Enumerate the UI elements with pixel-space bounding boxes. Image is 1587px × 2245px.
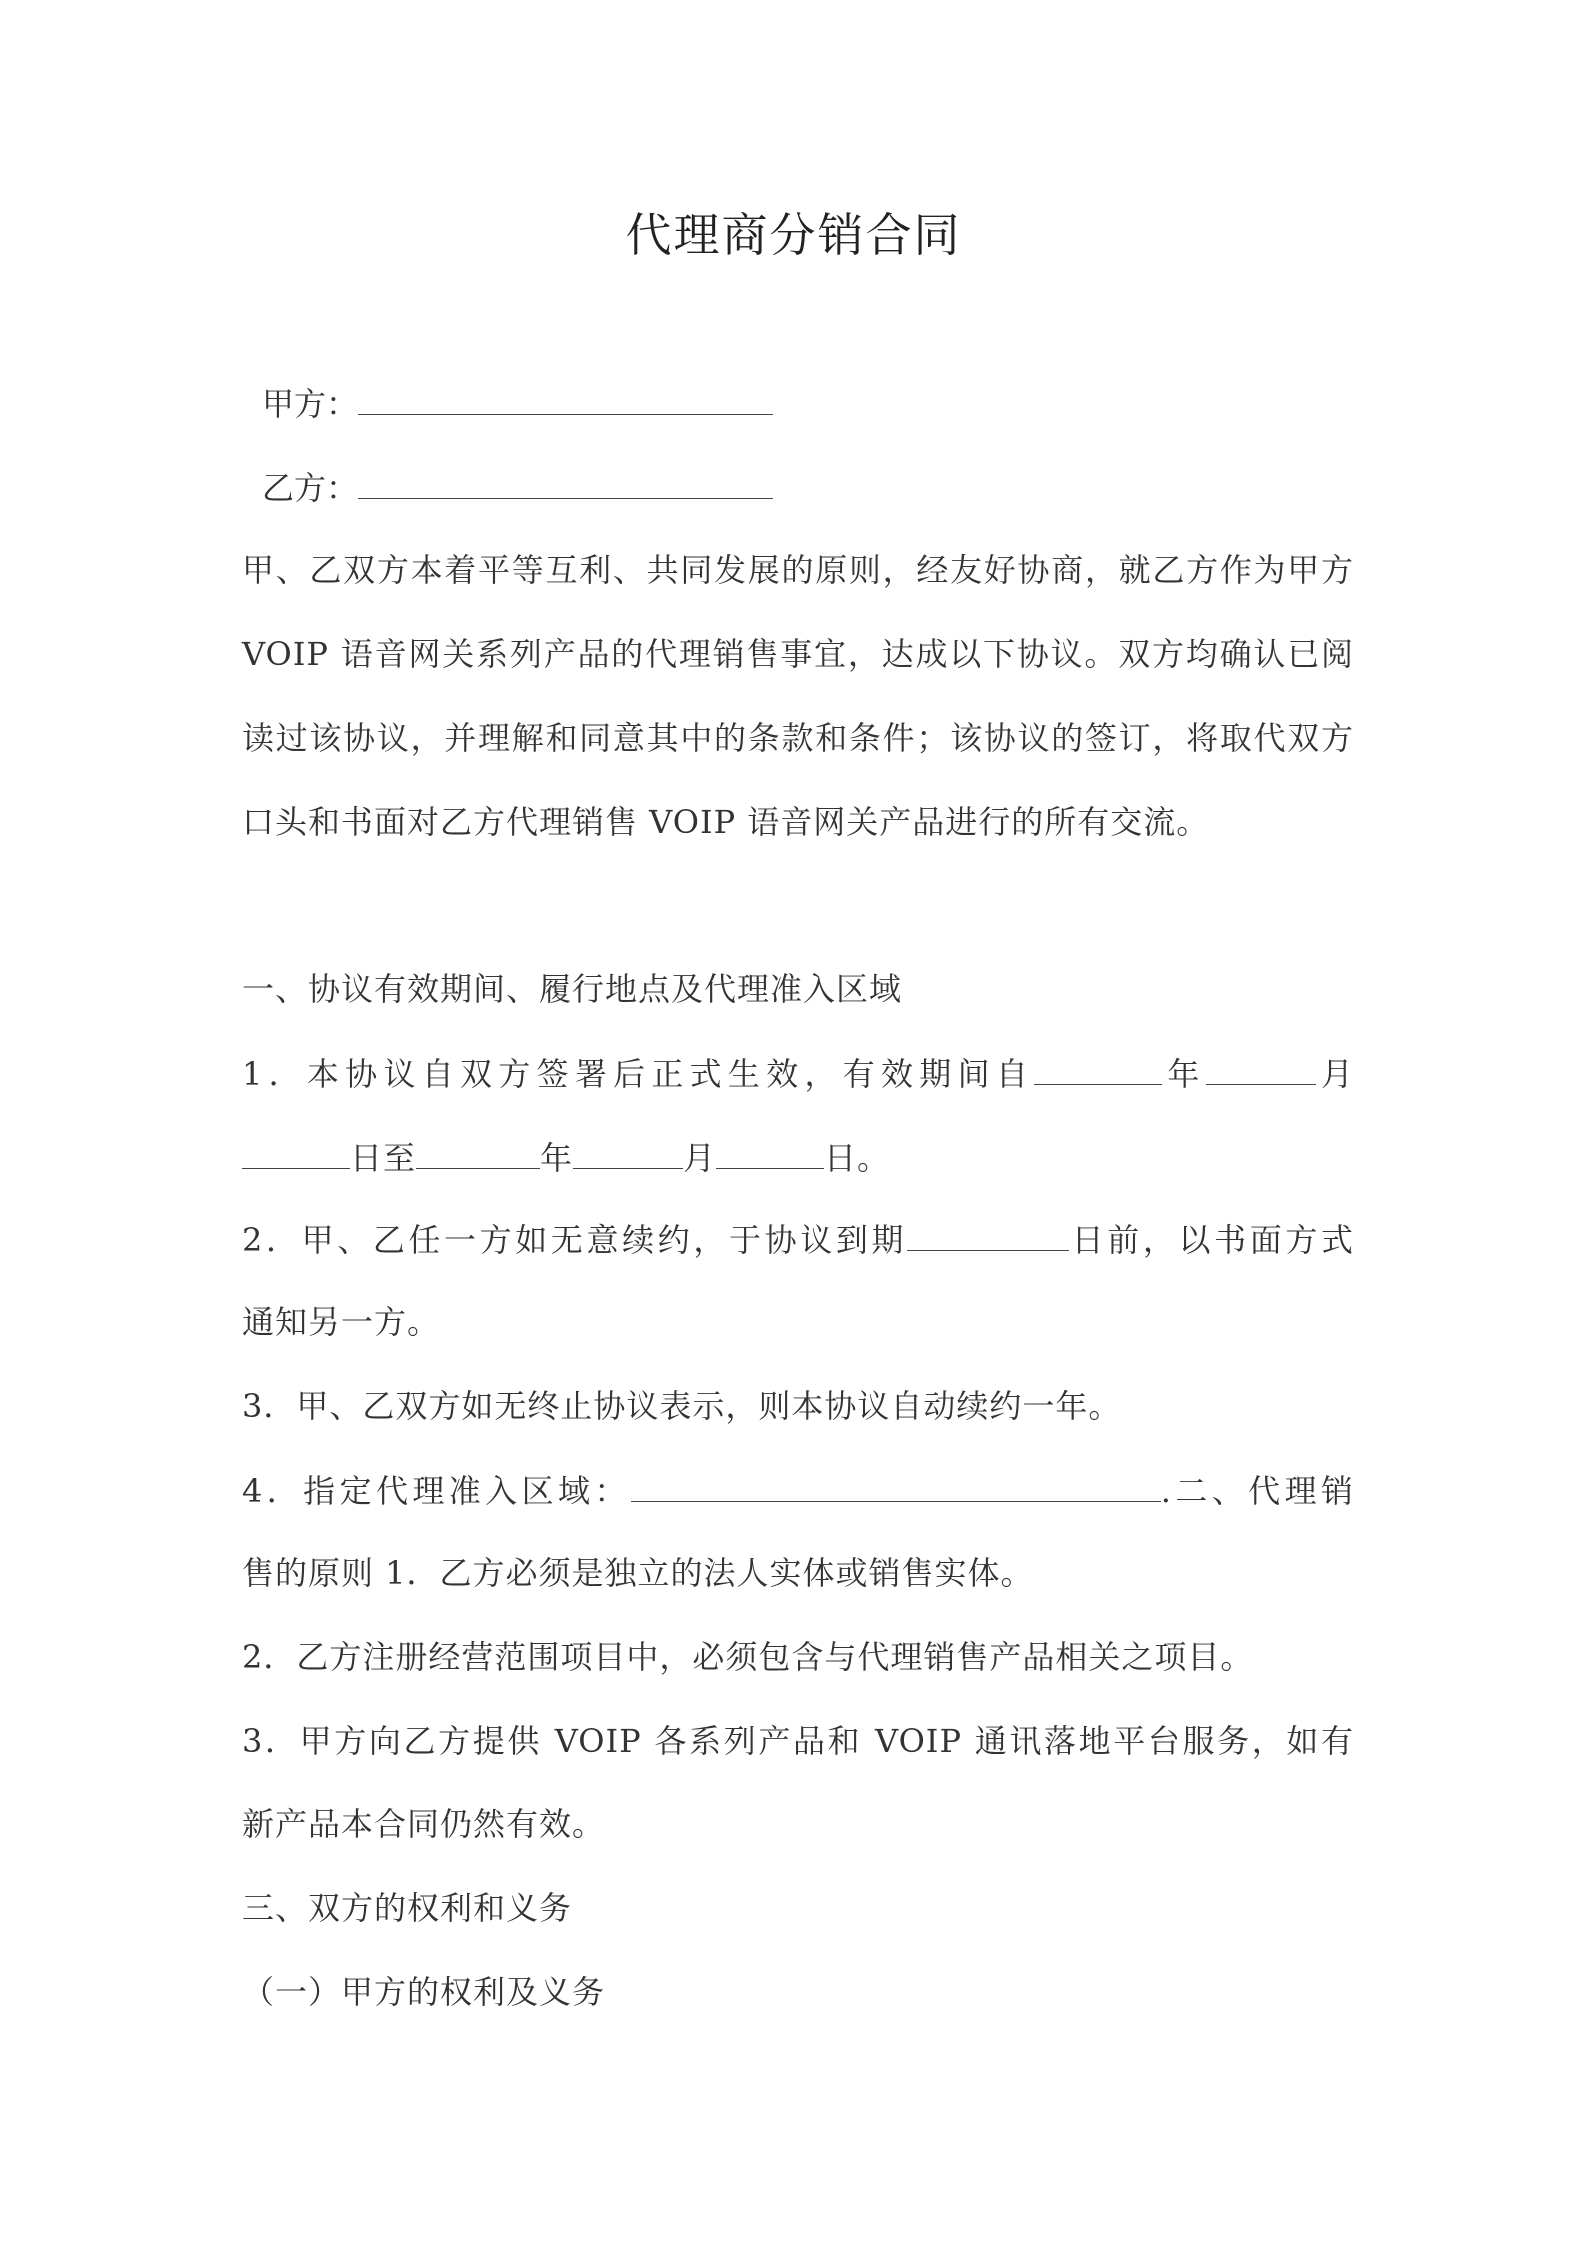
- party-b-blank: [358, 462, 773, 499]
- s1-item1-line2: [242, 1132, 1354, 1183]
- s1-item1-day2: 日。: [824, 1139, 891, 1177]
- s1-item4-line: [242, 1465, 1354, 1516]
- s1-item1-day-to: 日至: [350, 1139, 417, 1177]
- section3-heading: 三、双方的权利和义务: [242, 1889, 573, 1927]
- s1-item1-year2: 年: [540, 1139, 574, 1177]
- start-day-blank: [242, 1132, 350, 1169]
- end-day-blank: [716, 1132, 824, 1169]
- s1-item2-line1: [242, 1214, 1354, 1265]
- s1-item1-year: 年: [1162, 1055, 1206, 1093]
- start-month-blank: [1206, 1048, 1316, 1085]
- notice-days-blank: [907, 1214, 1069, 1251]
- s1-item1-text: 1．本协议自双方签署后正式生效，有效期间自: [242, 1055, 1035, 1093]
- s1-item4-text-b: .二、代理销: [1160, 1472, 1354, 1510]
- party-a-blank: [358, 378, 773, 415]
- s1-item3: 3．甲、乙双方如无终止协议表示，则本协议自动续约一年。: [242, 1387, 1122, 1425]
- s1-item2-text-b: 日前，以书面方式: [1069, 1221, 1354, 1259]
- s1-item2-line2: 通知另一方。: [242, 1303, 441, 1341]
- s2-principle-line: 售的原则 1．乙方必须是独立的法人实体或销售实体。: [242, 1554, 1034, 1592]
- start-year-blank: [1034, 1048, 1162, 1085]
- s2-item3-line1: 3．甲方向乙方提供 VOIP 各系列产品和 VOIP 通讯落地平台服务，如有: [242, 1722, 1354, 1760]
- s2-item3-line2: 新产品本合同仍然有效。: [242, 1805, 606, 1843]
- preamble-paragraph: 甲、乙双方本着平等互利、共同发展的原则，经友好协商，就乙方作为甲方 VOIP 语音网关系列产品的代理销售事宜，达成以下协议。双方均确认已阅读过该协议，并理解和同意其中的条款和条件；该协议的签订，将取代双方口头和书面对乙方代理销售 VOIP 语音网关产品进行的所有交流。: [242, 551, 1354, 841]
- page-title: 代理商分销合同: [625, 208, 962, 262]
- region-blank: [631, 1465, 1161, 1502]
- section1-heading: 一、协议有效期间、履行地点及代理准入区域: [242, 970, 903, 1008]
- party-a-line: [262, 378, 773, 429]
- s1-item4-text: 4．指定代理准入区域：: [242, 1472, 631, 1510]
- party-b-label: 乙方：: [262, 469, 359, 507]
- s2-item2: 2．乙方注册经营范围项目中，必须包含与代理销售产品相关之项目。: [242, 1638, 1254, 1676]
- s1-item1-month2: 月: [683, 1139, 717, 1177]
- s1-item1-line1: [242, 1048, 1354, 1099]
- section3-subheading: （一）甲方的权利及义务: [242, 1973, 606, 2011]
- s1-item2-text: 2．甲、乙任一方如无意续约，于协议到期: [242, 1221, 908, 1259]
- end-month-blank: [573, 1132, 683, 1169]
- party-a-label: 甲方：: [262, 385, 359, 423]
- party-b-line: [262, 462, 773, 513]
- end-year-blank: [416, 1132, 540, 1169]
- s1-item1-month: 月: [1315, 1055, 1354, 1093]
